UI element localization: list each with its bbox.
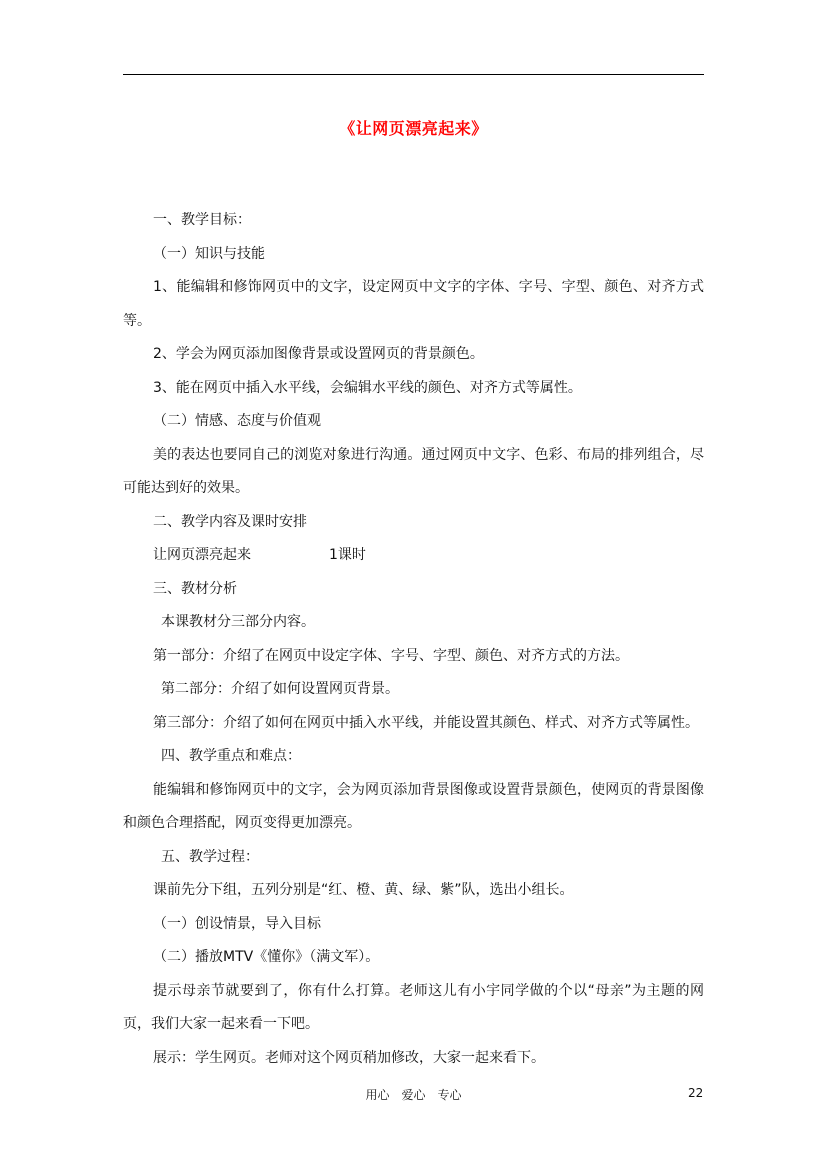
schedule-row bbox=[123, 539, 704, 573]
header-rule bbox=[123, 74, 704, 75]
paragraph: 本课教材分三部分内容。 bbox=[161, 614, 315, 630]
paragraph: 一、教学目标： bbox=[153, 212, 251, 228]
paragraph: 第三部分：介绍了如何在网页中插入水平线，并能设置其颜色、样式、对齐方式等属性。 bbox=[153, 714, 699, 731]
document-body bbox=[123, 204, 704, 1075]
paragraph: 能编辑和修饰网页中的文字，会为网页添加背景图像或设置背景颜色，使网页的背景图像和颜色合理搭配，网页变得更加漂亮。 bbox=[123, 781, 704, 831]
paragraph: 美的表达也要同自己的浏览对象进行沟通。通过网页中文字、色彩、布局的排列组合，尽可能达到好的效果。 bbox=[123, 446, 704, 496]
paragraph: 三、教材分析 bbox=[153, 580, 237, 597]
paragraph: 展示：学生网页。老师对这个网页稍加修改，大家一起来看下。 bbox=[153, 1049, 545, 1066]
paragraph: （一）创设情景，导入目标 bbox=[153, 915, 321, 932]
paragraph: （一）知识与技能 bbox=[153, 245, 265, 262]
lesson-name: 让网页漂亮起来 bbox=[153, 547, 251, 563]
paragraph: 1、能编辑和修饰网页中的文字，设定网页中文字的字体、字号、字型、颜色、对齐方式等。 bbox=[123, 279, 704, 329]
paragraph: （二）播放MTV《懂你》（满文军）。 bbox=[153, 949, 380, 965]
paragraph: （二）情感、态度与价值观 bbox=[153, 413, 321, 429]
page-footer bbox=[0, 1086, 827, 1102]
paragraph: 课前先分下组，五列分别是“红、橙、黄、绿、紫”队，选出小组长。 bbox=[153, 882, 574, 898]
paragraph: 3、能在网页中插入水平线，会编辑水平线的颜色、对齐方式等属性。 bbox=[153, 379, 582, 396]
paragraph: 2、学会为网页添加图像背景或设置网页的背景颜色。 bbox=[153, 346, 484, 362]
paragraph: 第一部分：介绍了在网页中设定字体、字号、字型、颜色、对齐方式的方法。 bbox=[153, 647, 629, 664]
paragraph: 二、教学内容及课时安排 bbox=[153, 513, 307, 530]
page-number: 22 bbox=[688, 1086, 704, 1100]
document-title: 《让网页漂亮起来》 bbox=[339, 119, 488, 138]
footer-motto: 用心 爱心 专心 bbox=[365, 1088, 462, 1102]
paragraph: 四、教学重点和难点： bbox=[161, 748, 301, 764]
paragraph: 提示母亲节就要到了，你有什么打算。老师这儿有小宇同学做的个以“母亲”为主题的网页，我们大家一起来看一下吧。 bbox=[123, 982, 704, 1032]
lesson-hours: 1课时 bbox=[329, 547, 366, 563]
paragraph: 五、教学过程： bbox=[161, 848, 259, 865]
paragraph: 第二部分：介绍了如何设置网页背景。 bbox=[161, 681, 399, 697]
